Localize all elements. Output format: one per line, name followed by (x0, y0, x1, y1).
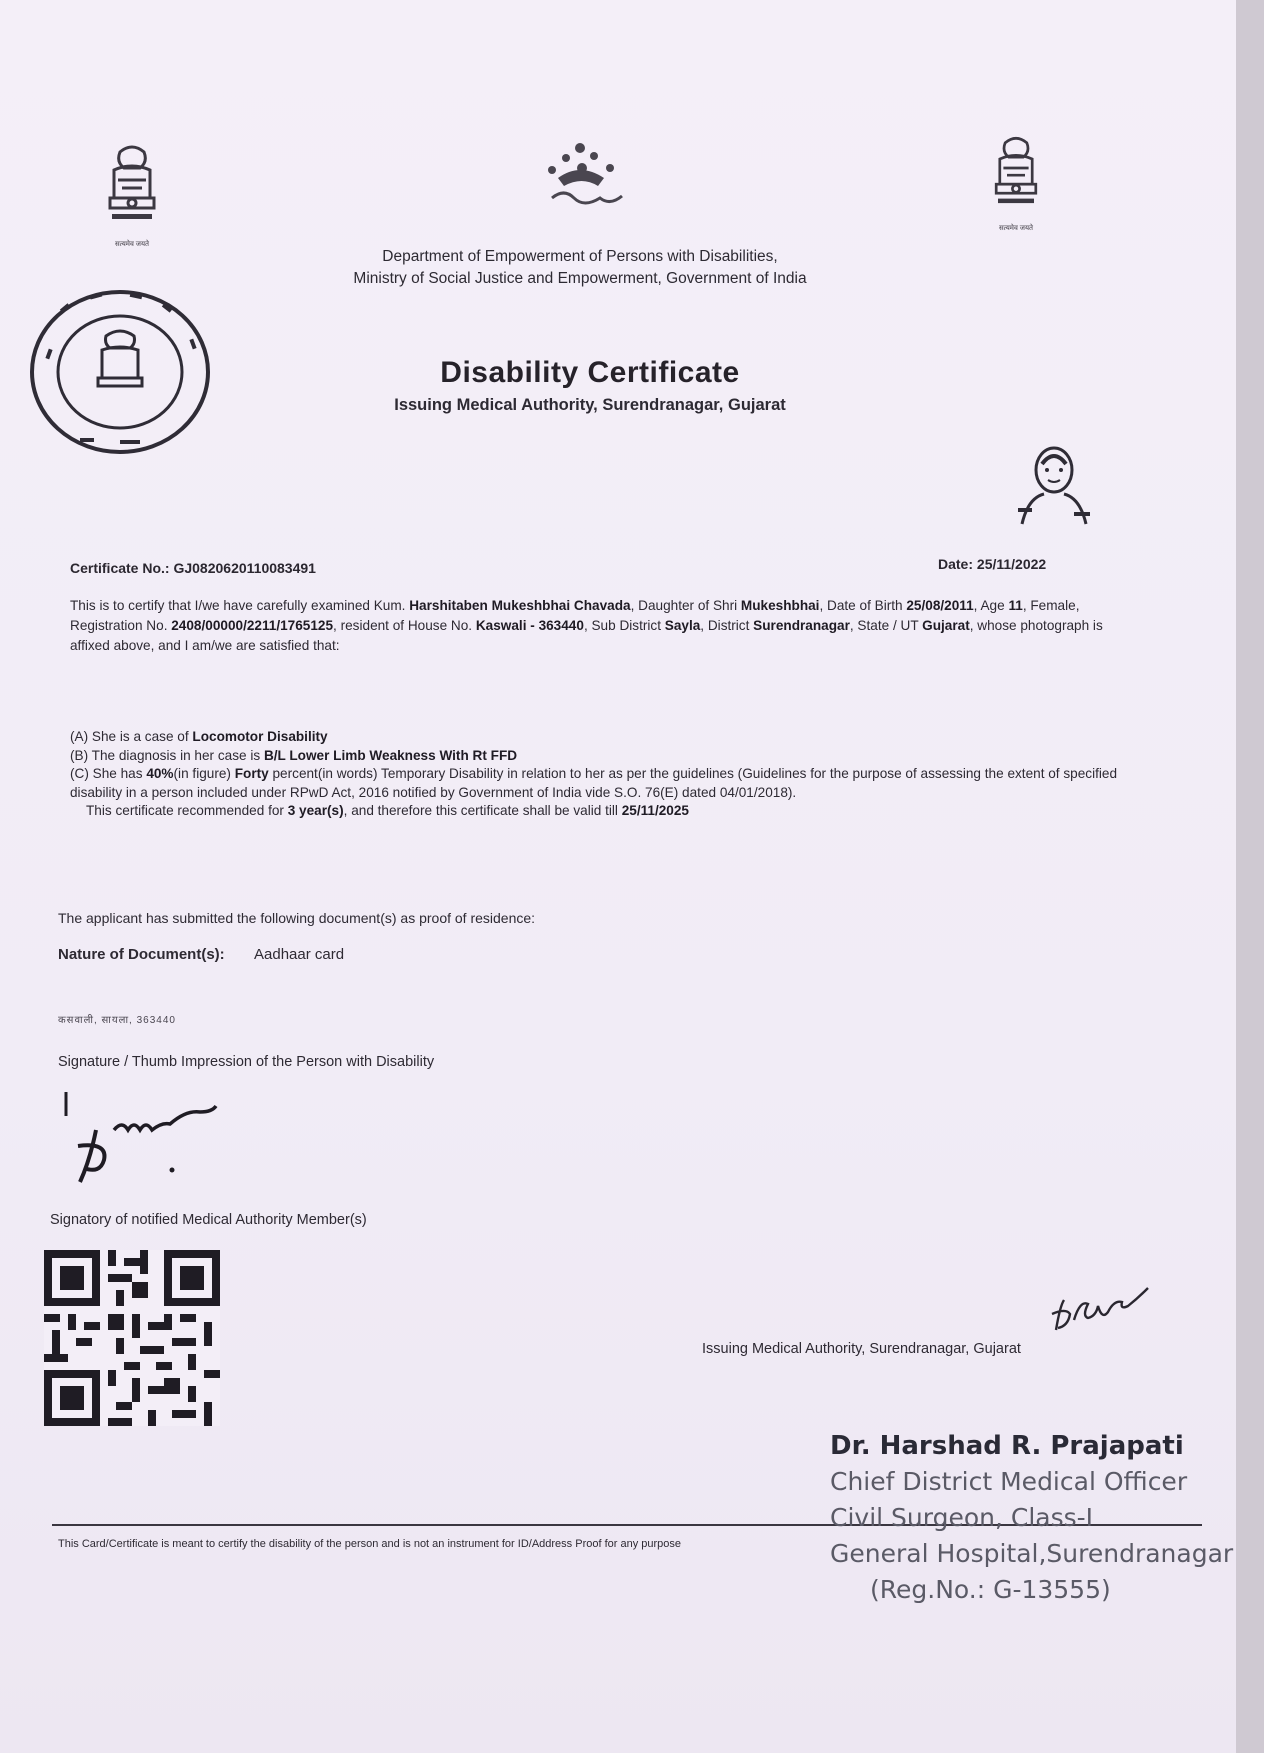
national-emblem-left-icon (92, 140, 172, 249)
father-name: Mukeshbhai (740, 598, 820, 613)
valid-till-date: 25/11/2025 (621, 803, 689, 818)
validity-years: 3 year(s) (287, 803, 344, 818)
footer-disclaimer: This Card/Certificate is meant to certify the disability of the person and is not an instrument for ID/Address Proof for any purpose (58, 1538, 682, 1550)
item-b-prefix: (B) The diagnosis in her case is (70, 747, 264, 763)
certificate-date-label: Date: (938, 556, 974, 572)
body-text-2: , Daughter of Shri (630, 598, 741, 613)
state: Gujarat (922, 618, 970, 633)
qr-code-icon[interactable] (44, 1250, 220, 1426)
scan-edge (1236, 0, 1264, 1753)
validity-mid: , and therefore this certificate shall be valid till (343, 803, 622, 818)
diagnosis: B/L Lower Limb Weakness With Rt FFD (263, 747, 518, 763)
registration-number: 2408/00000/2211/1765125 (171, 618, 334, 633)
disability-percent-words: Forty (234, 766, 269, 781)
document-subtitle: Issuing Medical Authority, Surendranagar, Gujarat (394, 396, 786, 414)
district: Surendranagar (753, 618, 850, 633)
disability-details (70, 728, 1118, 821)
hospital-seal-icon (20, 282, 220, 462)
validity-prefix: This certificate recommended for (86, 803, 288, 818)
issuing-authority-caption: Issuing Medical Authority, Surendranagar, Gujarat (702, 1341, 1021, 1357)
officer-class: Civil Surgeon, Class-I (830, 1503, 1094, 1532)
body-text-10: , whose photograph is affixed above, and I am/we are satisfied that: (70, 618, 1103, 653)
item-c (70, 765, 1118, 802)
body-text-8: , District (700, 618, 754, 633)
sub-district: Sayla (664, 618, 701, 633)
department-line-2: Ministry of Social Justice and Empowerment, Government of India (353, 270, 807, 287)
certificate-number-label: Certificate No.: (70, 560, 170, 576)
disability-percent: 40% (146, 766, 174, 781)
document-nature-value: Aadhaar card (254, 946, 345, 963)
certificate-number: GJ0820620110083491 (173, 560, 316, 576)
body-text-6: , resident of House No. (333, 618, 476, 633)
document-title: Disability Certificate (440, 356, 740, 389)
officer-stamp (830, 1428, 1233, 1608)
emblem-left-caption: सत्यमेव जयते (114, 241, 150, 248)
medical-signatory-caption: Signatory of notified Medical Authority Member(s) (50, 1212, 367, 1228)
body-text-3: , Date of Birth (819, 598, 907, 613)
medical-member-signature (56, 1086, 256, 1201)
emblem-right-caption: सत्यमेव जयते (998, 225, 1034, 232)
officer-designation: Chief District Medical Officer (830, 1467, 1188, 1496)
certificate-date-row (938, 556, 1046, 572)
body-text-4: , Age (973, 598, 1009, 613)
residence-proof-text: The applicant has submitted the following document(s) as proof of residence: (58, 910, 536, 926)
body-text-9: , State / UT (849, 618, 923, 633)
age: 11 (1008, 598, 1023, 613)
body-text-7: , Sub District (583, 618, 665, 633)
officer-registration: (Reg.No.: G-13555) (870, 1575, 1111, 1604)
officer-name: Dr. Harshad R. Prajapati (830, 1431, 1184, 1461)
validity-line (70, 802, 1118, 821)
item-a (70, 728, 1118, 747)
applicant-name: Harshitaben Mukeshbhai Chavada (409, 598, 631, 613)
item-b (70, 747, 1118, 766)
regional-script-text: कसवाली, सायला, 363440 (58, 1015, 176, 1026)
certificate-number-row (70, 560, 316, 576)
disability-type: Locomotor Disability (192, 729, 328, 744)
national-emblem-right-icon (980, 130, 1052, 233)
officer-hospital: General Hospital,Surendranagar (830, 1539, 1234, 1568)
document-nature-label: Nature of Document(s): (58, 946, 225, 963)
certificate-date: 25/11/2022 (976, 556, 1047, 572)
center-logo-icon (528, 140, 638, 225)
applicant-photo (1012, 440, 1096, 533)
item-c-prefix: (C) She has (70, 766, 147, 781)
body-text-1: This is to certify that I/we have carefully examined Kum. (70, 598, 410, 613)
item-c-mid: (in figure) (173, 766, 235, 781)
item-a-prefix: (A) She is a case of (70, 729, 193, 744)
person-signature-caption: Signature / Thumb Impression of the Person with Disability (58, 1054, 435, 1070)
department-line-1: Department of Empowerment of Persons with Disabilities, (382, 248, 778, 265)
certification-paragraph (70, 596, 1118, 656)
document-nature-row (58, 946, 344, 963)
house-number: Kaswali - 363440 (475, 618, 584, 633)
body-text-5: , Female, Registration No. (70, 598, 1080, 633)
date-of-birth: 25/08/2011 (906, 598, 974, 613)
department-header (240, 246, 920, 290)
item-c-suffix: percent(in words) Temporary Disability in relation to her as per the guidelines (Guidelines for the purpose of assessing the extent of specified disability in a person included under RPwD Act, 2016 notified by Government of India vide S.O. 76(E) dated 04/01/2018). (70, 766, 1118, 800)
issuer-signature (1050, 1280, 1160, 1345)
